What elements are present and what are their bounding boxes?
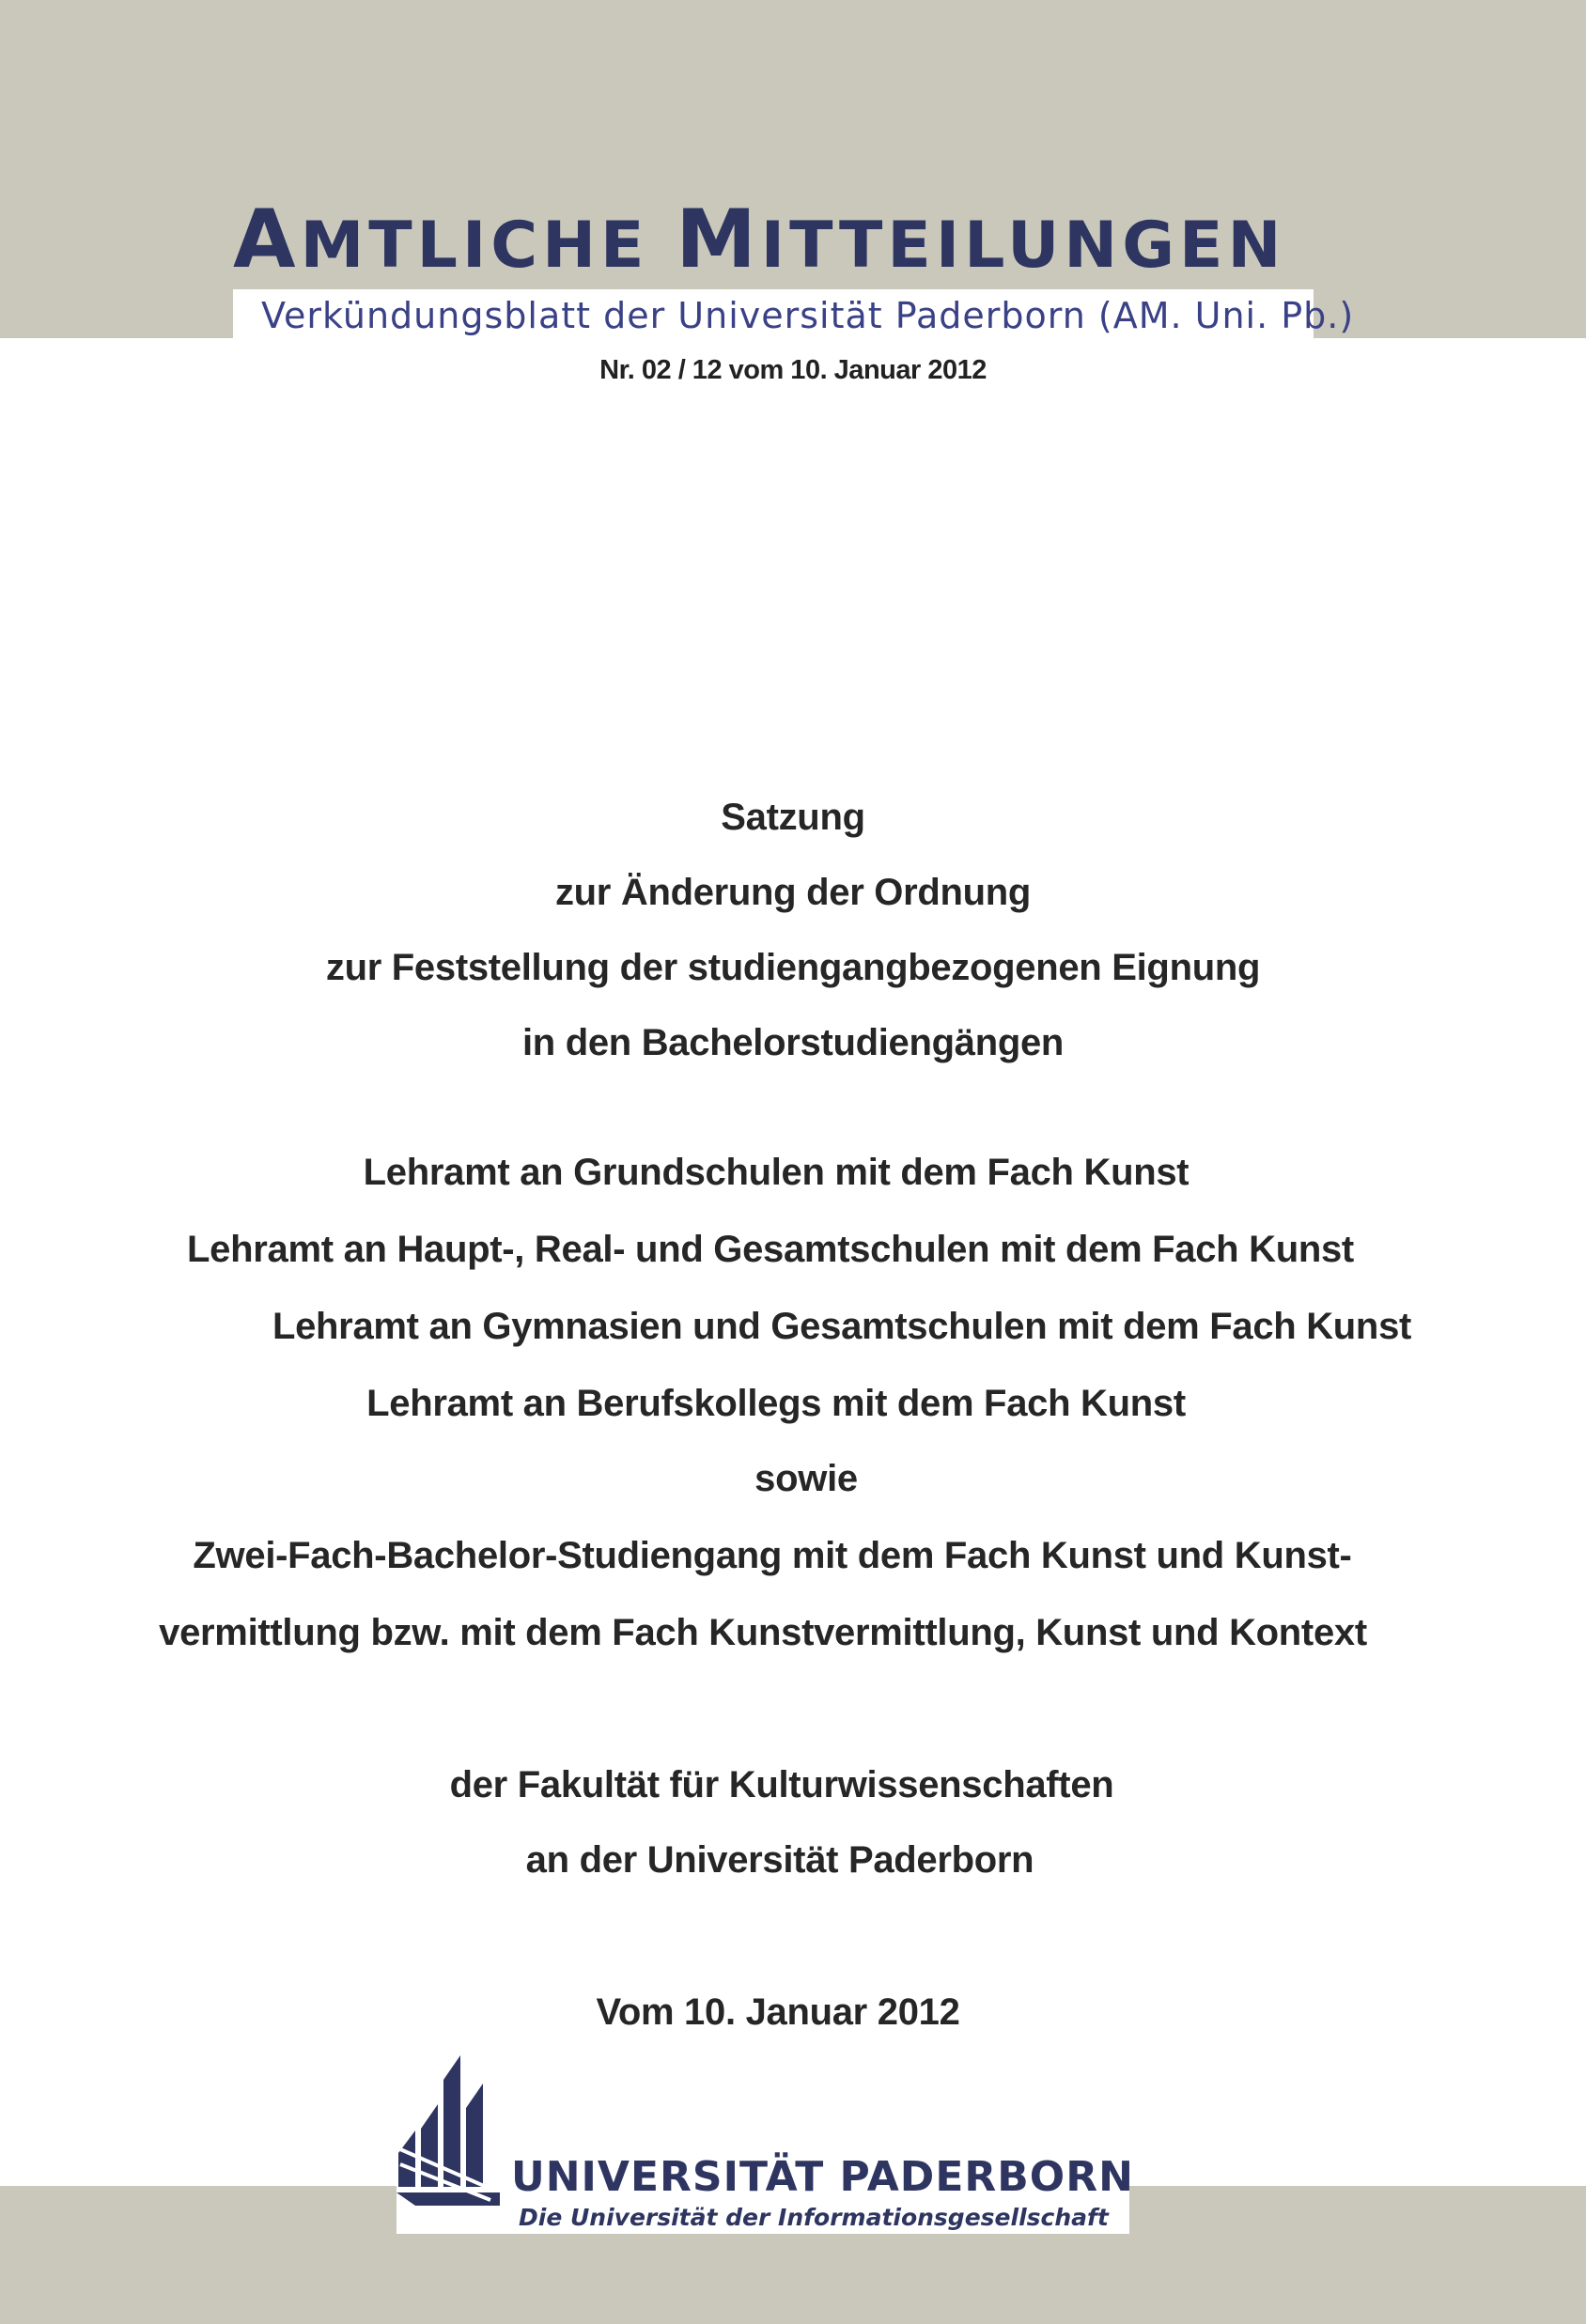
university-logo — [396, 2055, 1134, 2234]
title-initial-a: A — [233, 193, 301, 287]
title-word-1: MTLICHE — [300, 209, 649, 283]
publication-subtitle: Verkündungsblatt der Universität Paderborn (AM. Uni. Pb.) — [261, 295, 1355, 336]
program-line: Lehramt an Haupt-, Real- und Gesamtschulen mit dem Fach Kunst — [187, 1229, 1354, 1270]
program-line: Lehramt an Gymnasien und Gesamtschulen mit dem Fach Kunst — [272, 1306, 1412, 1347]
title-line: zur Feststellung der studiengangbezogenen Eignung — [325, 947, 1261, 988]
title-line: zur Änderung der Ordnung — [554, 872, 1032, 913]
subtitle-box — [233, 289, 1355, 350]
program-line: vermittlung bzw. mit dem Fach Kunstvermittlung, Kunst und Kontext — [159, 1612, 1367, 1653]
document-date: Vom 10. Januar 2012 — [596, 1991, 960, 2033]
program-connector: sowie — [754, 1458, 858, 1499]
university-building-icon — [396, 2055, 500, 2206]
issue-number: Nr. 02 / 12 vom 10. Januar 2012 — [599, 355, 987, 385]
program-line: Lehramt an Grundschulen mit dem Fach Kunst — [363, 1152, 1190, 1193]
publication-title — [233, 193, 1286, 287]
faculty-line: an der Universität Paderborn — [525, 1839, 1034, 1881]
university-name: UNIVERSITÄT PADERBORN — [511, 2153, 1134, 2201]
program-line: Lehramt an Berufskollegs mit dem Fach Kunst — [366, 1383, 1186, 1424]
title-word-2: ITTEILUNGEN — [760, 209, 1286, 283]
program-line: Zwei-Fach-Bachelor-Studiengang mit dem Fach Kunst und Kunst- — [193, 1535, 1352, 1576]
document-title: Satzung — [721, 797, 865, 838]
faculty-line: der Fakultät für Kulturwissenschaften — [449, 1764, 1114, 1805]
header-band — [0, 0, 1586, 338]
university-tagline: Die Universität der Informationsgesellschaft — [519, 2204, 1109, 2231]
title-line: in den Bachelorstudiengängen — [521, 1022, 1065, 1063]
title-initial-m: M — [676, 193, 761, 287]
